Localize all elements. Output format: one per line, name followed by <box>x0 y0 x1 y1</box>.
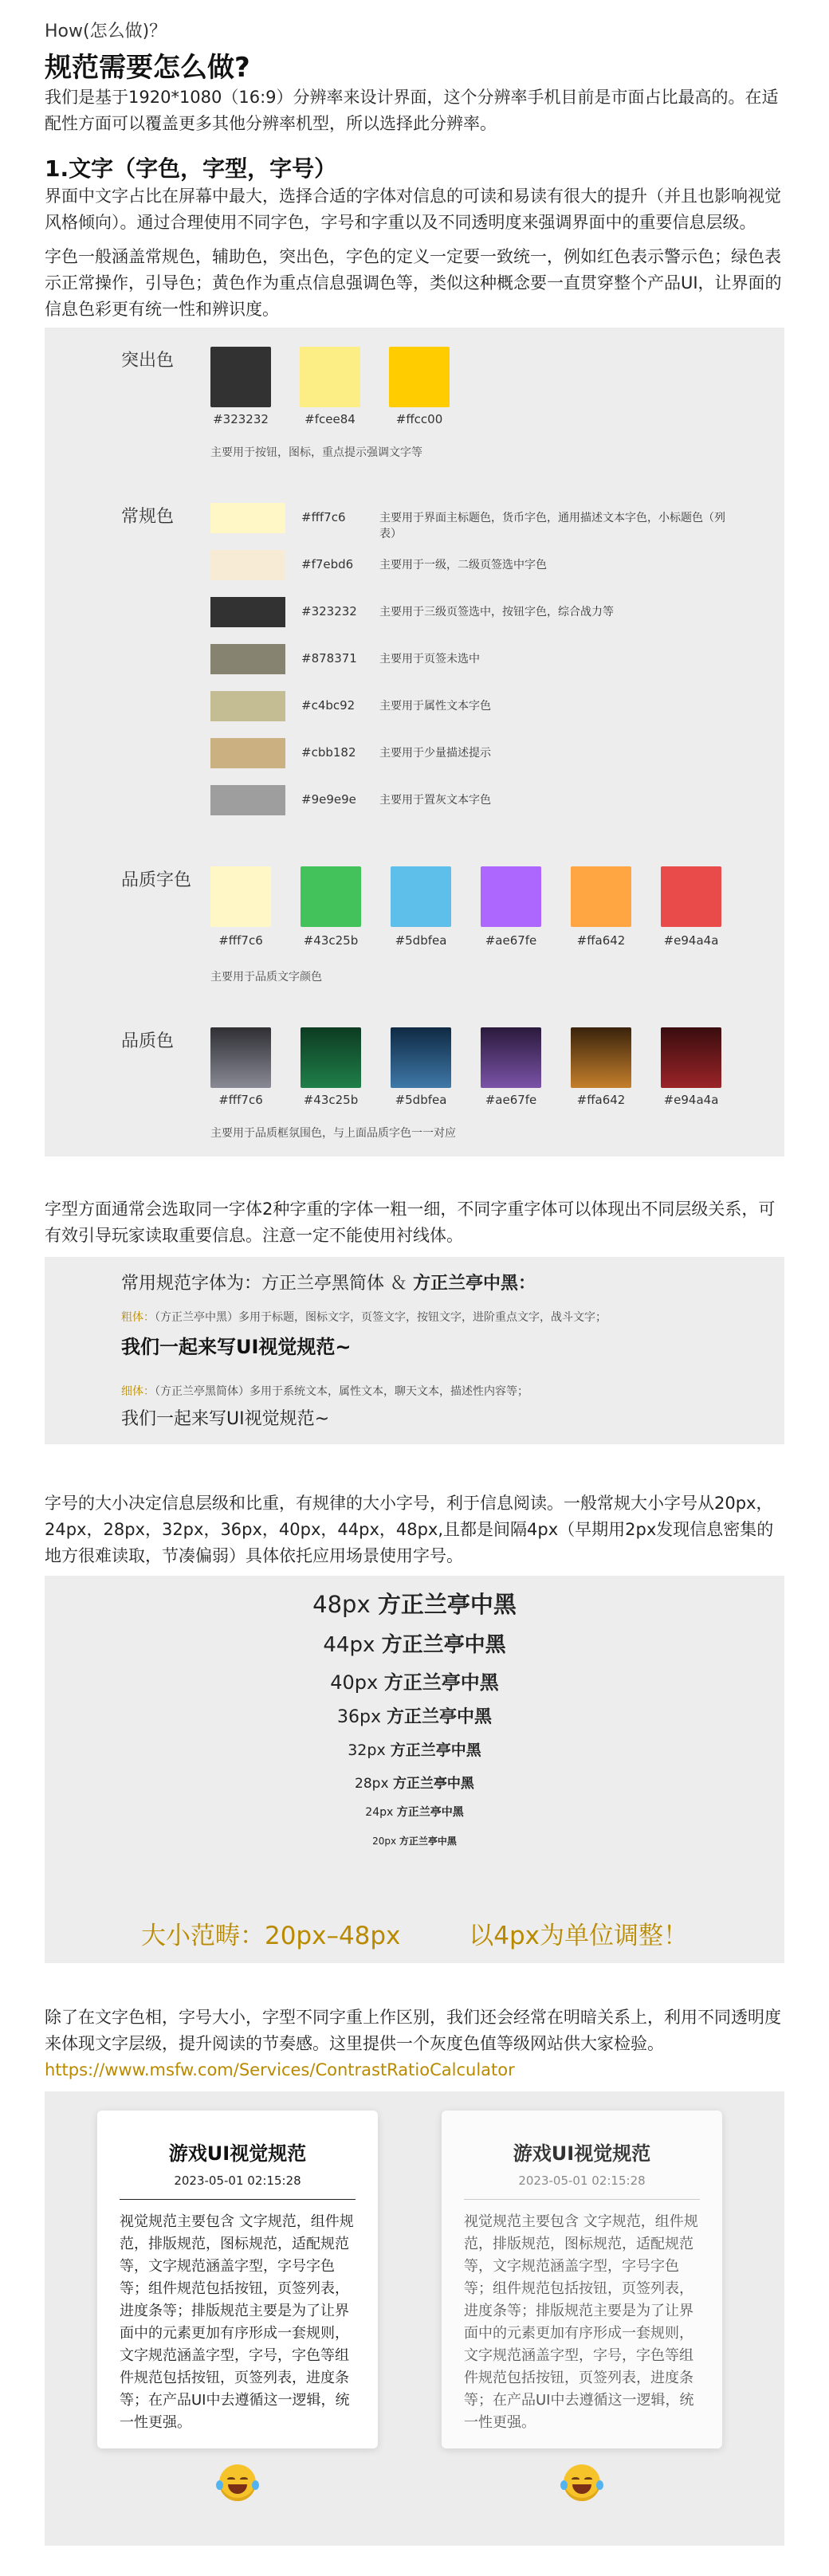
quality-swatch <box>391 866 451 927</box>
regular-swatch <box>210 738 285 768</box>
regular-swatch-desc: 主要用于三级页签选中，按钮字色，综合战力等 <box>379 606 614 618</box>
font-size-footer <box>45 1915 784 1951</box>
font-size-sample-label: 36px <box>337 1707 387 1727</box>
color-spec-panel <box>45 328 784 1156</box>
regular-swatch <box>210 550 285 580</box>
accent-color-note: 主要用于按钮，图标，重点提示强调文字等 <box>210 446 422 459</box>
accent-swatch-code: #323232 <box>213 412 269 426</box>
font-size-sample-name: 方正兰亭中黑 <box>381 1633 506 1657</box>
font-size-sample <box>45 1804 784 1820</box>
emoji-eye <box>572 2477 580 2481</box>
font-size-sample-label: 28px <box>355 1776 393 1792</box>
quality-bg-swatch-code: #ae67fe <box>485 1093 537 1107</box>
regular-swatch-desc: 主要用于置灰文本字色 <box>379 794 491 807</box>
font-size-section <box>0 1490 829 1569</box>
card-title: 游戏UI视觉规范 <box>168 2142 307 2165</box>
quality-bg-swatch <box>661 1027 721 1088</box>
quality-swatch-code: #ffa642 <box>576 933 626 948</box>
font-size-range: 大小范畴：20px–48px <box>140 1922 401 1950</box>
laughing-emoji-icon <box>219 2464 256 2501</box>
quality-swatch-code: #43c25b <box>303 933 359 948</box>
font-size-sample-name: 方正兰亭中黑 <box>383 1671 499 1694</box>
emoji-eye <box>227 2477 235 2481</box>
font-size-sample-name: 方正兰亭中黑 <box>386 1707 492 1727</box>
card-title: 游戏UI视觉规范 <box>513 2142 651 2165</box>
emoji-tear <box>252 2480 259 2490</box>
font-weight-section <box>0 1196 829 1249</box>
quality-swatch <box>571 866 631 927</box>
font-size-sample-label: 44px <box>323 1633 382 1657</box>
font-size-sample-label: 24px <box>365 1806 397 1819</box>
quality-bg-swatch-code: #5dbfea <box>395 1093 447 1107</box>
quality-swatch <box>661 866 721 927</box>
font-size-sample-label: 40px <box>330 1671 384 1694</box>
header <box>0 0 829 323</box>
thin-font-note <box>121 1383 708 1399</box>
font-size-sample-label: 20px <box>372 1836 399 1847</box>
bold-font-demo: 我们一起来写UI视觉规范~ <box>121 1336 352 1358</box>
quality-swatch-code: #fff7c6 <box>218 933 263 948</box>
quality-bg-swatch <box>301 1027 361 1088</box>
accent-color-label: 突出色 <box>121 351 175 371</box>
regular-swatch <box>210 597 285 627</box>
regular-swatch <box>210 503 285 533</box>
quality-bg-swatch <box>571 1027 631 1088</box>
font-size-sample-name: 方正兰亭中黑 <box>392 1776 474 1792</box>
section-kicker: How(怎么做)？ <box>45 22 167 41</box>
font-size-sample <box>45 1703 784 1728</box>
font-size-sample-name: 方正兰亭中黑 <box>396 1806 464 1819</box>
regular-color-label: 常规色 <box>121 507 175 527</box>
regular-swatch-desc: 主要用于页签未选中 <box>379 653 480 666</box>
quality-bg-color-label: 品质色 <box>121 1031 175 1051</box>
contrast-section <box>0 2005 829 2083</box>
card-divider <box>120 2199 356 2200</box>
emoji-tear <box>216 2480 223 2490</box>
font-size-sample-name: 方正兰亭中黑 <box>390 1742 481 1759</box>
regular-swatch <box>210 644 285 674</box>
thin-font-demo: 我们一起来写UI视觉规范~ <box>121 1409 330 1429</box>
quality-bg-swatch <box>391 1027 451 1088</box>
bold-font-note <box>121 1309 708 1325</box>
quality-bg-swatch-code: #ffa642 <box>576 1093 626 1107</box>
quality-bg-swatch-code: #43c25b <box>303 1093 359 1107</box>
quality-swatch <box>301 866 361 927</box>
regular-swatch-code: #f7ebd6 <box>301 557 354 571</box>
font-size-sample <box>45 1587 784 1620</box>
font-size-sample <box>45 1738 784 1760</box>
emoji-eye <box>584 2477 592 2481</box>
bold-note-text: （方正兰亭中黑）多用于标题，图标文字，页签文字，按钮文字，进阶重点文字，战斗文字； <box>155 1311 607 1324</box>
font-weight-title-prefix: 常用规范字体为：方正兰亭黑简体 ＆ <box>121 1274 413 1294</box>
font-size-step: 以4px为单位调整！ <box>469 1922 689 1950</box>
quality-bg-swatch-code: #e94a4a <box>663 1093 719 1107</box>
card-date: 2023-05-01 02:15:28 <box>518 2174 646 2188</box>
regular-swatch <box>210 691 285 721</box>
laughing-emoji-icon <box>564 2464 600 2501</box>
regular-swatch-desc: 主要用于属性文本字色 <box>379 700 491 713</box>
regular-swatch-code: #878371 <box>301 651 357 666</box>
accent-swatch <box>210 347 271 407</box>
quality-bg-swatch <box>210 1027 271 1088</box>
contrast-card <box>442 2111 722 2448</box>
emoji-mouth <box>228 2484 247 2494</box>
accent-swatch-code: #fcee84 <box>304 412 356 426</box>
quality-swatch-code: #5dbfea <box>395 933 447 948</box>
font-weight-panel <box>45 1257 784 1444</box>
regular-swatch-code: #c4bc92 <box>301 698 356 713</box>
quality-swatch <box>210 866 271 927</box>
emoji-mouth <box>572 2484 591 2494</box>
quality-color-label: 品质字色 <box>121 870 192 890</box>
quality-bg-color-note: 主要用于品质框氛围色，与上面品质字色一一对应 <box>210 1127 456 1140</box>
font-weight-paragraph: 字型方面通常会选取同一字体2种字重的字体一粗一细，不同字重字体可以体现出不同层级关系，可有效引导玩家读取重要信息。注意一定不能使用衬线体。 <box>45 1200 776 1245</box>
quality-swatch-code: #ae67fe <box>485 933 537 948</box>
bold-key: 粗体： <box>121 1311 155 1324</box>
regular-swatch-desc: 主要用于界面主标题色，货币字色，通用描述文本字色，小标题色（列表） <box>379 512 725 540</box>
quality-bg-swatch-code: #fff7c6 <box>218 1093 263 1107</box>
thin-key: 细体： <box>121 1385 155 1398</box>
regular-swatch-code: #cbb182 <box>301 745 356 760</box>
emoji-tear <box>596 2480 603 2490</box>
accent-swatch-code: #ffcc00 <box>395 412 443 426</box>
page-title: 规范需要怎么做? <box>45 52 250 84</box>
intro-paragraph: 我们是基于1920*1080（16:9）分辨率来设计界面，这个分辨率手机目前是市面占比最高的。在适配性方面可以覆盖更多其他分辨率机型，所以选择此分辨率。 <box>45 88 779 133</box>
card-body: 视觉规范主要包含 文字规范，组件规范，排版规范，图标规范，适配规范等，文字规范涵盖字型，字号字色等；组件规范包括按钮，页签列表，进度条等；排版规范主要是为了让界面中的元素更加有序形成一套规则，文字规范涵盖字型，字号，字色等组件规范包括按钮，页签列表，进度条等；在产品UI中去遵循这一逻辑，统一性更强。 <box>120 2213 354 2431</box>
card-body: 视觉规范主要包含 文字规范，组件规范，排版规范，图标规范，适配规范等，文字规范涵盖字型，字号字色等；组件规范包括按钮，页签列表，进度条等；排版规范主要是为了让界面中的元素更加有序形成一套规则，文字规范涵盖字型，字号，字色等组件规范包括按钮，页签列表，进度条等；在产品UI中去遵循这一逻辑，统一性更强。 <box>464 2213 698 2431</box>
font-size-sample <box>45 1772 784 1792</box>
regular-swatch-desc: 主要用于一级，二级页签选中字色 <box>379 559 547 571</box>
quality-bg-swatch <box>481 1027 541 1088</box>
text-section-paragraph-1: 界面中文字占比在屏幕中最大，选择合适的字体对信息的可读和易读有很大的提升（并且也影响视觉风格倾向）。通过合理使用不同字色，字号和字重以及不同透明度来强调界面中的重要信息层级。 <box>45 187 781 232</box>
text-section-paragraph-2: 字色一般涵盖常规色，辅助色，突出色，字色的定义一定要一致统一，例如红色表示警示色；绿色表示正常操作，引导色；黄色作为重点信息强调色等，类似这种概念要一直贯穿整个产品UI，让界面的信息色彩更有统一性和辨识度。 <box>45 247 782 319</box>
contrast-card <box>97 2111 378 2448</box>
card-date: 2023-05-01 02:15:28 <box>174 2174 301 2188</box>
regular-swatch-code: #9e9e9e <box>301 792 356 807</box>
quality-swatch-code: #e94a4a <box>663 933 719 948</box>
regular-swatch-code: #fff7c6 <box>301 510 346 524</box>
font-size-sample <box>45 1628 784 1658</box>
font-size-sample-label: 32px <box>348 1742 391 1759</box>
font-size-sample-name: 方正兰亭中黑 <box>377 1591 517 1618</box>
contrast-calculator-link[interactable]: https://www.msfw.com/Services/ContrastRatioCalculator <box>45 2060 515 2079</box>
contrast-paragraph-text: 除了在文字色相，字号大小，字型不同字重上作区别，我们还会经常在明暗关系上，利用不同透明度来体现文字层级，提升阅读的节奏感。这里提供一个灰度色值等级网站供大家检验。 <box>45 2008 781 2053</box>
font-size-paragraph: 字号的大小决定信息层级和比重，有规律的大小字号，利于信息阅读。一般常规大小字号从20px，24px，28px，32px，36px，40px，44px，48px,且都是间隔4px（早期用2px发现信息密集的地方很难读取，节凑偏弱）具体依托应用场景使用字号。 <box>45 1494 774 1565</box>
regular-swatch-desc: 主要用于少量描述提示 <box>379 747 491 760</box>
font-weight-title-bold: 方正兰亭中黑： <box>413 1274 536 1294</box>
text-section-heading: 1.文字（字色，字型，字号） <box>45 155 337 182</box>
font-size-sample <box>45 1834 784 1848</box>
accent-swatch <box>300 347 360 407</box>
emoji-eye <box>240 2477 248 2481</box>
font-size-panel <box>45 1576 784 1963</box>
emoji-tear <box>560 2480 568 2490</box>
card-divider <box>464 2199 700 2200</box>
quality-swatch <box>481 866 541 927</box>
contrast-paragraph <box>45 2005 784 2083</box>
font-size-sample <box>45 1667 784 1694</box>
font-size-sample-name: 方正兰亭中黑 <box>399 1836 457 1847</box>
thin-note-text: （方正兰亭黑简体）多用于系统文本，属性文本，聊天文本，描述性内容等； <box>155 1385 528 1398</box>
regular-swatch <box>210 785 285 815</box>
font-weight-title <box>121 1270 708 1294</box>
quality-color-note: 主要用于品质文字颜色 <box>210 971 322 984</box>
font-size-sample-label: 48px <box>312 1591 378 1618</box>
accent-swatch <box>389 347 450 407</box>
contrast-cards-panel <box>45 2091 784 2546</box>
regular-swatch-code: #323232 <box>301 604 357 618</box>
